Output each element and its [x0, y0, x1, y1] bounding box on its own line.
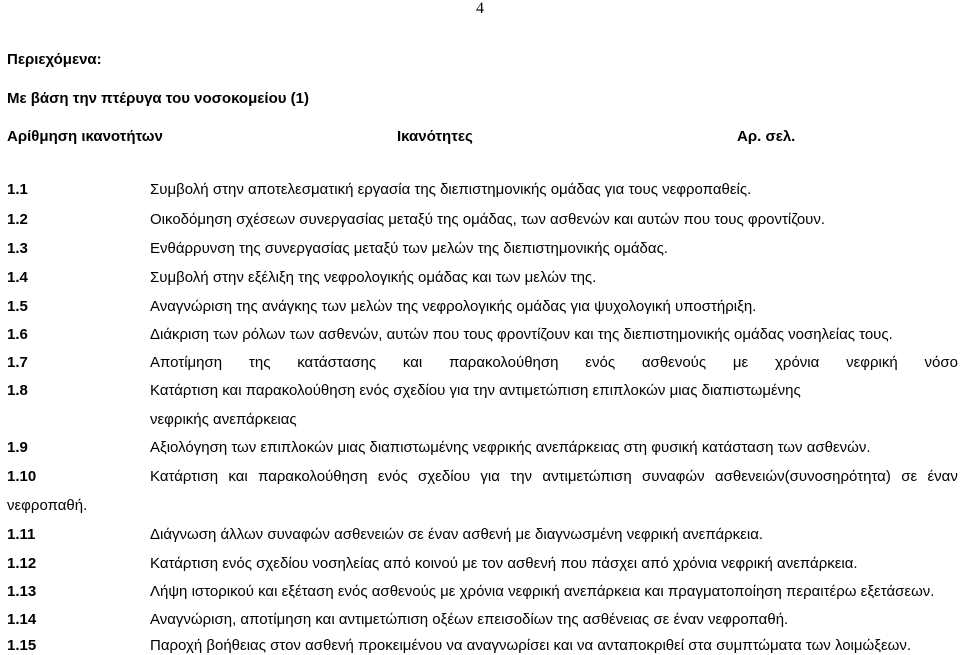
word: και	[228, 468, 248, 485]
page-number: 4	[476, 0, 484, 17]
word: και	[402, 354, 423, 371]
item-number: 1.10	[7, 468, 37, 485]
item-text: Αξιολόγηση των επιπλοκών μιας διαπιστωμένης νεφρικής ανεπάρκειας στη φυσική κατάσταση των ασθενών.	[150, 439, 871, 456]
item-number: 1.12	[7, 555, 37, 572]
item-number: 1.7	[7, 354, 28, 371]
word: παρακολούθηση	[449, 354, 559, 371]
item-text: Συμβολή στην αποτελεσματική εργασία της διεπιστημονικής ομάδας για τους νεφροπαθείς.	[150, 181, 752, 198]
column-header-competencies: Ικανότητες	[397, 128, 473, 145]
item-number: 1.8	[7, 382, 28, 399]
column-header-page: Αρ. σελ.	[737, 128, 796, 145]
word: ασθενειών(συνοσηρότητα)	[714, 468, 891, 485]
item-number: 1.13	[7, 583, 37, 600]
word: σχεδίου	[418, 468, 471, 485]
item-text-justified	[150, 354, 958, 372]
item-number: 1.14	[7, 611, 37, 628]
item-text: Λήψη ιστορικού και εξέταση ενός ασθενούς με χρόνια νεφρική ανεπάρκεια και πραγματοποίηση περαιτέρω εξετάσεων.	[150, 583, 935, 600]
item-text-justified	[150, 468, 958, 486]
word: έναν	[927, 468, 958, 485]
word: νεφρική	[846, 354, 898, 371]
word: Αποτίμηση	[150, 354, 223, 371]
item-text	[150, 354, 958, 372]
item-text: Διάκριση των ρόλων των ασθενών, αυτών που τους φροντίζουν και της διεπιστημονικής ομάδας νοσηλείας τους.	[150, 326, 893, 343]
word: αντιμετώπιση	[542, 468, 632, 485]
item-number: 1.15	[7, 637, 37, 654]
item-text: Οικοδόμηση σχέσεων συνεργασίας μεταξύ της ομάδας, των ασθενών και αυτών που τους φροντίζουν.	[150, 211, 826, 228]
item-text	[150, 468, 958, 486]
item-number: 1.3	[7, 240, 28, 257]
word: ενός	[377, 468, 408, 485]
word: της	[248, 354, 271, 371]
item-number: 1.11	[7, 526, 36, 543]
item-number: 1.5	[7, 298, 28, 315]
word: χρόνια	[775, 354, 820, 371]
word: νόσο	[924, 354, 958, 371]
word: παρακολούθηση	[258, 468, 368, 485]
word: Κατάρτιση	[150, 468, 219, 485]
item-text-continuation: νεφρικής ανεπάρκειας	[150, 411, 297, 428]
item-text: Αναγνώριση, αποτίμηση και αντιμετώπιση οξέων επεισοδίων της ασθένειας σε έναν νεφροπαθή.	[150, 611, 789, 628]
word: την	[510, 468, 533, 485]
item-number: 1.9	[7, 439, 28, 456]
word: σε	[901, 468, 918, 485]
item-number: 1.2	[7, 211, 28, 228]
item-number: 1.4	[7, 269, 28, 286]
item-text: Ενθάρρυνση της συνεργασίας μεταξύ των μελών της διεπιστημονικής ομάδας.	[150, 240, 668, 257]
item-text: Κατάρτιση ενός σχεδίου νοσηλείας από κοινού με τον ασθενή που πάσχει από χρόνια νεφρική ανεπάρκεια.	[150, 555, 858, 572]
word: ενός	[585, 354, 616, 371]
item-text: Διάγνωση άλλων συναφών ασθενειών σε έναν ασθενή με διαγνωσμένη νεφρική ανεπάρκεια.	[150, 526, 764, 543]
word: συναφών	[642, 468, 705, 485]
item-number: 1.6	[7, 326, 28, 343]
item-text: Αναγνώριση της ανάγκης των μελών της νεφρολογικής ομάδας για ψυχολογική υποστήριξη.	[150, 298, 757, 315]
item-number: 1.1	[7, 181, 28, 198]
word: κατάστασης	[297, 354, 377, 371]
column-header-numbering: Αρίθμηση ικανοτήτων	[7, 128, 163, 145]
word: για	[480, 468, 500, 485]
contents-heading: Περιεχόμενα:	[7, 51, 102, 68]
word: ασθενούς	[641, 354, 707, 371]
item-text: Παροχή βοήθειας στον ασθενή προκειμένου να αναγνωρίσει και να ανταποκριθεί στα συμπτώματα των λοιμώξεων.	[150, 637, 912, 654]
contents-subtitle: Με βάση την πτέρυγα του νοσοκομείου (1)	[7, 90, 309, 107]
item-text: Συμβολή στην εξέλιξη της νεφρολογικής ομάδας και των μελών της.	[150, 269, 597, 286]
word: με	[732, 354, 749, 371]
item-text: Κατάρτιση και παρακολούθηση ενός σχεδίου για την αντιμετώπιση επιπλοκών μιας διαπιστωμένης	[150, 382, 801, 399]
item-text-continuation: νεφροπαθή.	[7, 497, 88, 514]
